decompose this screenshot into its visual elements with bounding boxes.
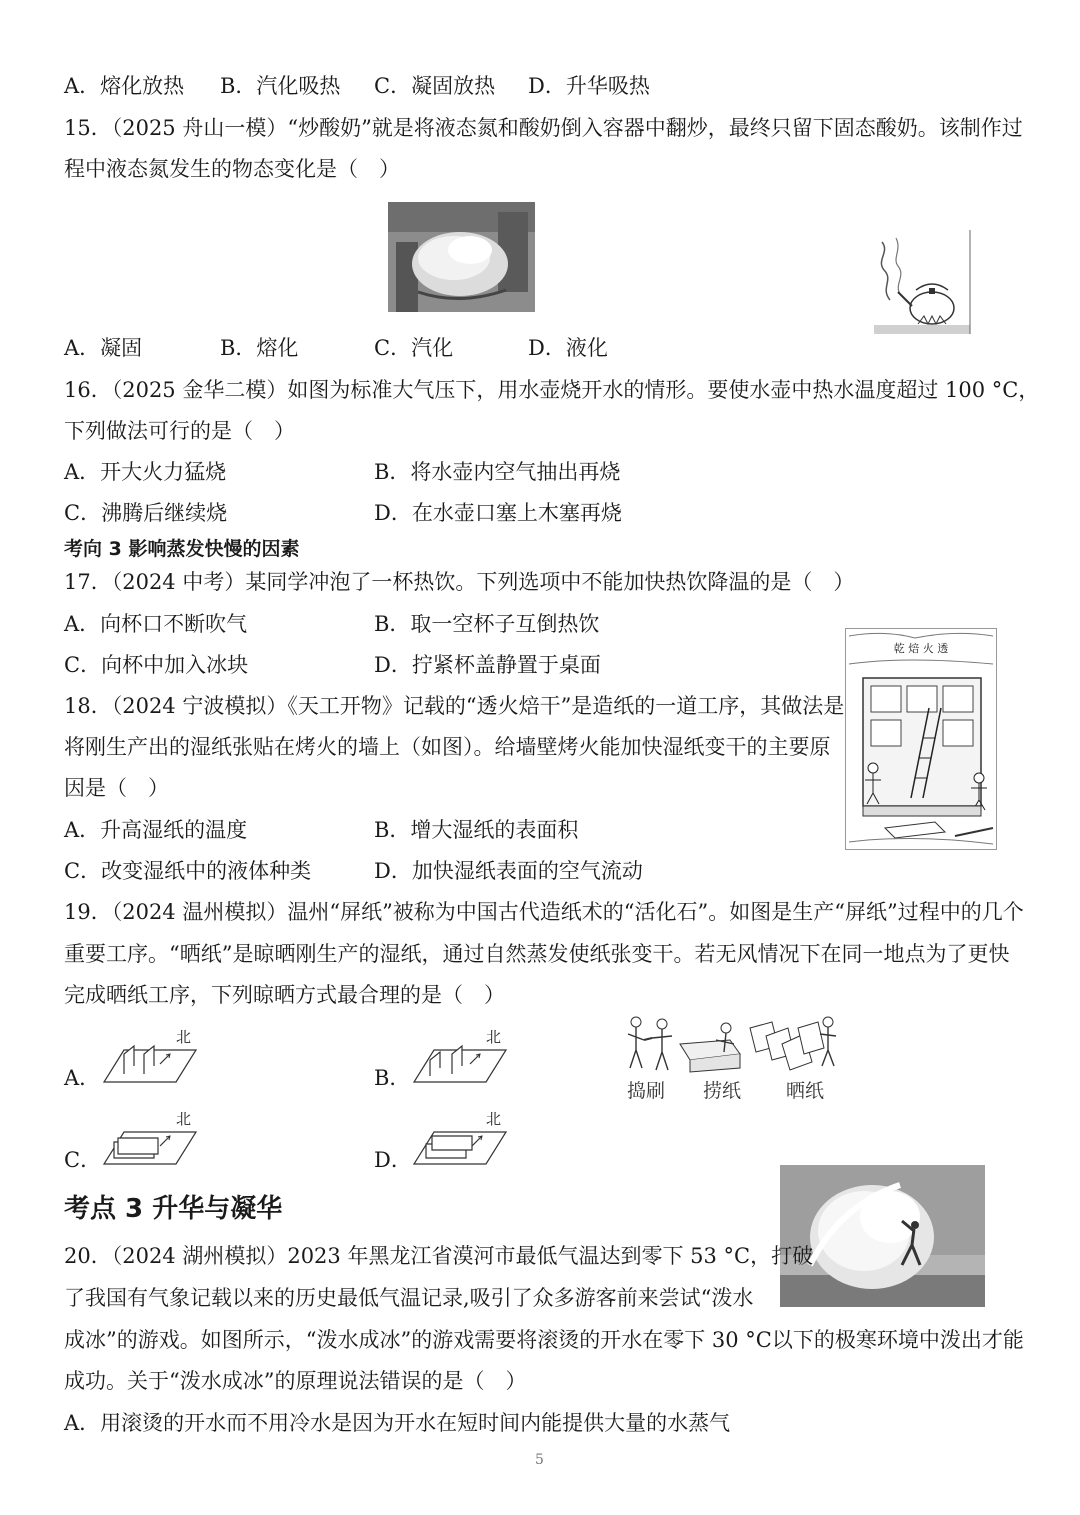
q18-option-d: D．加快湿纸表面的空气流动 [374, 859, 643, 883]
q16-option-c: C．沸腾后继续烧 [64, 501, 228, 525]
q19-papermaking-process-illustration [622, 1014, 840, 1078]
q17-stem-line1: 17．（2024 中考）某同学冲泡了一杯热饮。下列选项中不能加快热饮降温的是（ ） [64, 570, 855, 594]
q19-option-b-north-label: 北 [486, 1028, 502, 1046]
q17-option-d: D．拧紧杯盖静置于桌面 [374, 653, 601, 677]
q15-liquid-nitrogen-photo [388, 202, 535, 312]
q19-option-d-label: D． [374, 1148, 412, 1172]
q20-splash-water-photo [780, 1165, 985, 1307]
q19-caption-pounding: 捣刷 [627, 1080, 666, 1102]
q19-option-a-north-label: 北 [176, 1028, 192, 1046]
q19-option-c-north-label: 北 [176, 1110, 192, 1128]
q15-option-a: A．凝固 [64, 336, 143, 360]
q16-option-d: D．在水壶口塞上木塞再烧 [374, 501, 622, 525]
q18-stem-line2: 将刚生产出的湿纸张贴在烤火的墙上（如图）。给墙壁烤火能加快湿纸变干的主要原 [64, 735, 831, 759]
q19-option-b-label: B． [374, 1066, 411, 1090]
q20-stem-line4: 成功。关于“泼水成冰”的原理说法错误的是（ ） [64, 1369, 527, 1393]
q20-option-a: A．用滚烫的开水而不用冷水是因为开水在短时间内能提供大量的水蒸气 [64, 1411, 731, 1435]
q18-papermaking-drying-wall-illustration [845, 628, 997, 850]
q17-option-c: C．向杯中加入冰块 [64, 653, 249, 677]
q19-option-a-diagram [100, 1024, 200, 1086]
q19-stem-line1: 19．（2024 温州模拟）温州“屏纸”被称为中国古代造纸术的“活化石”。如图是生产“屏纸”过程中的几个 [64, 900, 1024, 924]
q14-option-a: A．熔化放热 [64, 74, 185, 98]
q19-option-d-diagram [410, 1106, 510, 1168]
q20-stem-line2: 了我国有气象记载以来的历史最低气温记录,吸引了众多游客前来尝试“泼水 [64, 1286, 754, 1310]
q19-option-b-diagram [410, 1024, 510, 1086]
q14-option-c: C．凝固放热 [374, 74, 496, 98]
q19-option-d-north-label: 北 [486, 1110, 502, 1128]
section-heading-evaporation: 考向 3 影响蒸发快慢的因素 [64, 538, 300, 560]
q15-option-b: B．熔化 [220, 336, 299, 360]
q15-option-d: D．液化 [528, 336, 608, 360]
q16-option-a: A．开大火力猛烧 [64, 460, 227, 484]
q18-sign-board [894, 641, 949, 655]
q14-option-b: B．汽化吸热 [220, 74, 341, 98]
q19-caption-drying: 晒纸 [786, 1080, 825, 1102]
q15-option-c: C．汽化 [374, 336, 454, 360]
q18-stem-line3: 因是（ ） [64, 776, 169, 800]
q19-option-a-label: A． [64, 1066, 101, 1090]
q19-stem-line2: 重要工序。“晒纸”是晾晒刚生产的湿纸，通过自然蒸发使纸张变干。若无风情况下在同一地点为了更快 [64, 942, 1010, 966]
section-heading-sublimation: 考点 3 升华与凝华 [64, 1194, 283, 1224]
q19-caption-scooping: 捞纸 [703, 1080, 742, 1102]
page-number: 5 [535, 1452, 544, 1468]
q18-option-c: C．改变湿纸中的液体种类 [64, 859, 312, 883]
q16-stem-line2: 下列做法可行的是（ ） [64, 419, 295, 443]
q16-stem-line1: 16．（2025 金华二模）如图为标准大气压下，用水壶烧开水的情形。要使水壶中热水温度超过 100 °C， [64, 378, 1040, 402]
q20-stem-line1: 20．（2024 湖州模拟）2023 年黑龙江省漠河市最低气温达到零下 53 °C，打破 [64, 1244, 814, 1268]
q16-option-b: B．将水壶内空气抽出再烧 [374, 460, 621, 484]
q18-option-a: A．升高湿纸的温度 [64, 818, 248, 842]
q19-option-c-diagram [100, 1106, 200, 1168]
q14-option-d: D．升华吸热 [528, 74, 650, 98]
q15-stem-line1: 15．（2025 舟山一模）“炒酸奶”就是将液态氮和酸奶倒入容器中翻炒，最终只留下固态酸奶。该制作过 [64, 116, 1023, 140]
q18-option-b: B．增大湿纸的表面积 [374, 818, 579, 842]
q17-option-b: B．取一空杯子互倒热饮 [374, 612, 600, 636]
q19-stem-line3: 完成晒纸工序，下列晾晒方式最合理的是（ ） [64, 983, 505, 1007]
q17-option-a: A．向杯口不断吹气 [64, 612, 248, 636]
q19-option-c-label: C． [64, 1148, 102, 1172]
q16-kettle-illustration [872, 230, 972, 334]
q18-sign-text: 乾 焙 火 透 [893, 642, 949, 655]
q20-stem-line3: 成冰”的游戏。如图所示，“泼水成冰”的游戏需要将滚烫的开水在零下 30 °C以下的极寒环境中泼出才能 [64, 1328, 1024, 1352]
q15-stem-line2: 程中液态氮发生的物态变化是（ ） [64, 157, 400, 181]
q18-stem-line1: 18．（2024 宁波模拟）《天工开物》记载的“透火焙干”是造纸的一道工序，其做法是 [64, 694, 845, 718]
